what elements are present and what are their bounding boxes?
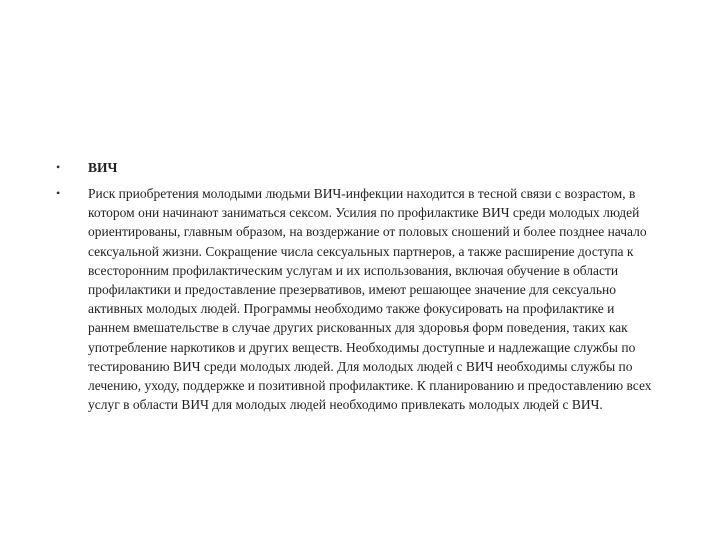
bullet-glyph: • [56, 160, 61, 174]
heading-text: ВИЧ [88, 160, 118, 175]
bullet-item-heading [56, 158, 656, 184]
bullet-list [56, 158, 656, 414]
bullet-glyph: • [56, 186, 61, 200]
paragraph-text: Риск приобретения молодыми людьми ВИЧ-инфекции находится в тесной связи с возрастом, в котором они начинают заниматься сексом. Усилия по профилактике ВИЧ среди молодых людей ориентированы, главным образом, на воздержание от половых сношений и более позднее начало сексуальной жизни. Сокращение числа сексуальных партнеров, а также расширение доступа к всесторонним профилактическим услугам и их использования, включая обучение в области профилактики и предоставление презервативов, имеют решающее значение для сексуально активных молодых людей. Программы необходимо также фокусировать на профилактике и раннем вмешательстве в случае других рискованных для здоровья форм поведения, таких как употребление наркотиков и других веществ. Необходимы доступные и надлежащие службы по тестированию ВИЧ среди молодых людей. Для молодых людей с ВИЧ необходимы службы по лечению, уходу, поддержке и позитивной профилактике. К планированию и предоставлению всех услуг в области ВИЧ для молодых людей необходимо привлекать молодых людей с ВИЧ. [88, 186, 652, 413]
bullet-item-paragraph [56, 184, 656, 414]
